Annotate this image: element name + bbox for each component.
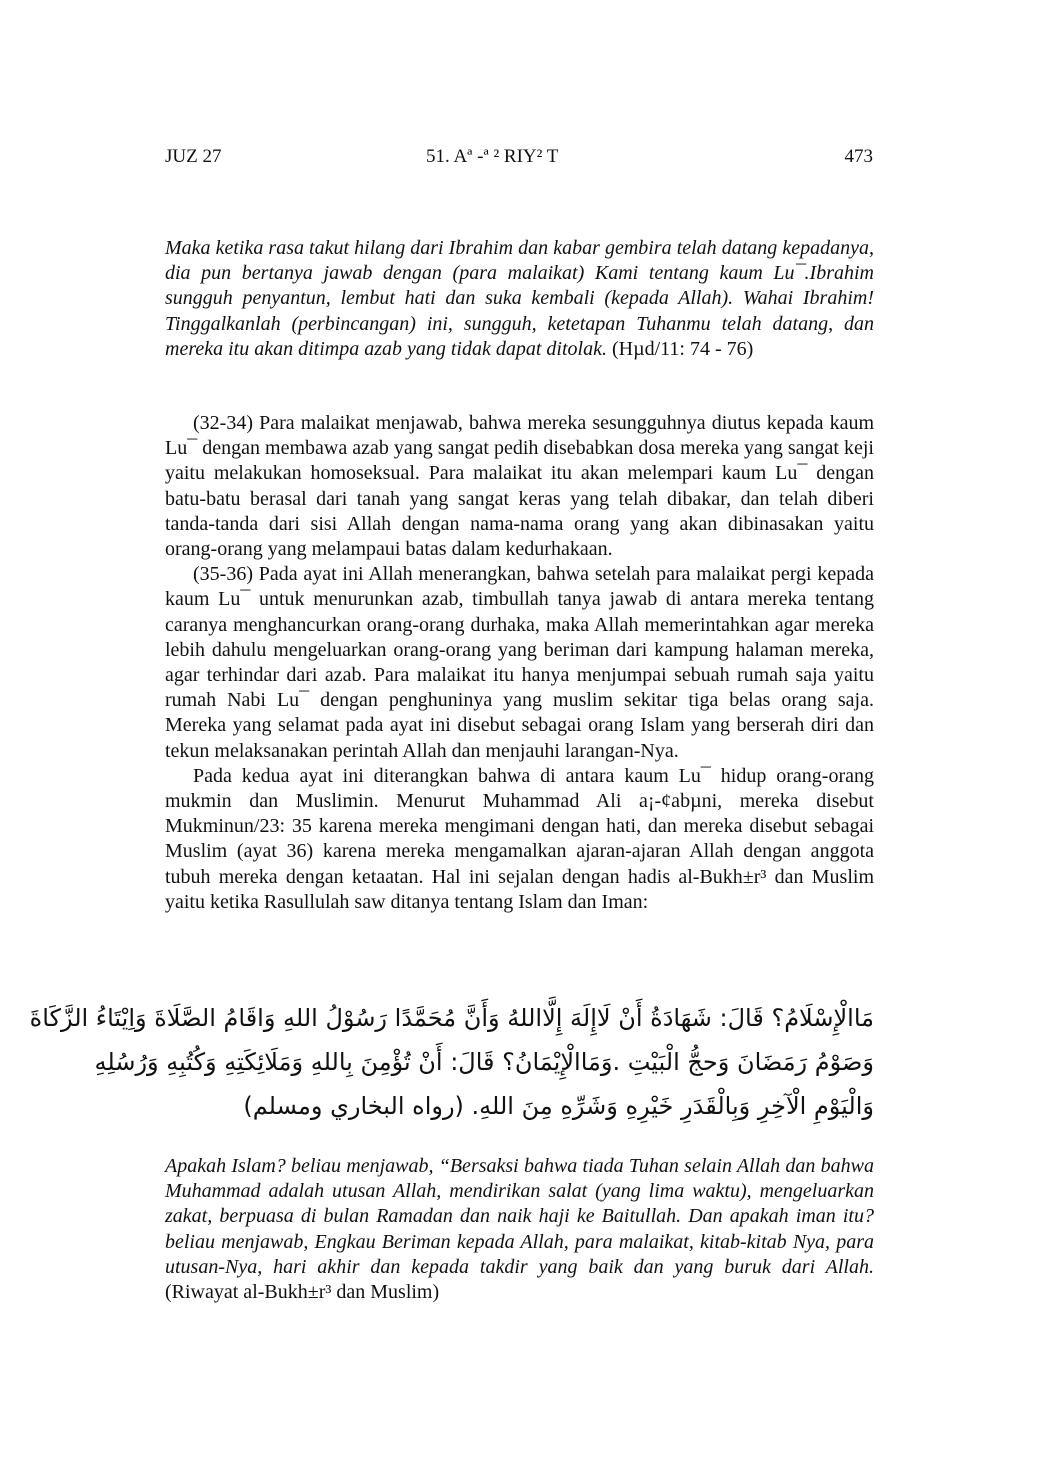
page-number: 473 (844, 146, 873, 167)
hadith-translation-text: Apakah Islam? beliau menjawab, “Bersaksi bahwa tiada Tuhan selain Allah dan bahwa Muhammad adalah utusan Allah, mendirikan salat (yang lima waktu), mengeluarkan zakat, berpuasa di bulan Ramadan dan naik haji ke Baitullah. Dan apakah iman itu? beliau menjawab, Engkau Beriman kepada Allah, para malaikat, kitab-kitab Nya, para utusan-Nya, hari akhir dan kepada takdir yang baik dan yang buruk dari Allah. (165, 1155, 874, 1278)
translation-text: Maka ketika rasa takut hilang dari Ibrahim dan kabar gembira telah datang kepadanya, dia pun bertanya jawab dengan (para malaikat) Kami tentang kaum Lu¯.Ibrahim sungguh penyantun, lembut hati dan suka kembali (kepada Allah). Wahai Ibrahim! Tinggalkanlah (perbincangan) ini, sungguh, ketetapan Tuhanmu telah datang, dan mereka itu akan ditimpa azab yang tidak dapat ditolak. (165, 237, 874, 360)
arabic-line: وَصَوْمُ رَمَضَانَ وَحجُّ الْبَيْتِ .وَمَاالْإِيْمَانُ؟ قَالَ: أَنْ تُؤْمِنَ بِاللهِ وَمَلَائِكَتِهِ وَكُتُبِهِ وَرُسُلِهِ (94, 1048, 874, 1076)
arabic-line: مَاالْإِسْلَامُ؟ قَالَ: شَهَادَةُ أَنْ لَاإِلَهَ إِلَّااللهُ وَأَنَّ مُحَمَّدًا رَسُوْلُ اللهِ وَاقَامُ الصَّلَاةَ وَاِيْتَاءُ الزَّكَاةَ (29, 1004, 874, 1032)
arabic-line: وَالْيَوْمِ الْآخِرِ وَبِالْقَدَرِ خَيْرِهِ وَشَرِّهِ مِنَ اللهِ. (رواه البخاري ومسلم) (243, 1092, 874, 1120)
commentary-paragraph: (32-34) Para malaikat menjawab, bahwa mereka sesungguhnya diutus kepada kaum Lu¯ dengan membawa azab yang sangat pedih disebabkan dosa mereka yang sangat keji yaitu melakukan homoseksual. Para malaikat itu akan melempari kaum Lu¯ dengan batu-batu berasal dari tanah yang sangat keras yang telah dibakar, dan telah diberi tanda-tanda dari sisi Allah dengan nama-nama orang yang akan dibinasakan yaitu orang-orang yang melampaui batas dalam kedurhakaan. (165, 412, 874, 561)
surah-title: 51. Aª -ª ² RIY² T (426, 146, 559, 167)
page-header (165, 146, 873, 176)
hadith-arabic (29, 996, 874, 1128)
commentary-body (165, 411, 874, 915)
translation-reference: (Hµd/11: 74 - 76) (611, 337, 754, 360)
hadith-translation (165, 1154, 874, 1305)
hadith-reference: (Riwayat al-Bukh±r³ dan Muslim) (165, 1281, 440, 1304)
quran-translation-1 (165, 236, 874, 362)
juz-label: JUZ 27 (165, 146, 222, 167)
commentary-paragraph: (35-36) Pada ayat ini Allah menerangkan, bahwa setelah para malaikat pergi kepada kaum Lu¯ untuk menurunkan azab, timbullah tanya jawab di antara mereka tentang caranya menghancurkan orang-orang durhaka, maka Allah memerintahkan agar mereka lebih dahulu mengeluarkan orang-orang yang beriman dari kampung halaman mereka, agar terhindar dari azab. Para malaikat itu hanya menjumpai sebuah rumah saja yaitu rumah Nabi Lu¯ dengan penghuninya yang muslim sekitar tiga belas orang saja. Mereka yang selamat pada ayat ini disebut sebagai orang Islam yang berserah diri dan tekun melaksanakan perintah Allah dan menjauhi larangan-Nya. (165, 563, 874, 762)
commentary-paragraph: Pada kedua ayat ini diterangkan bahwa di antara kaum Lu¯ hidup orang-orang mukmin dan Muslimin. Menurut Muhammad Ali a¡-¢abµni, mereka disebut Mukminun/23: 35 karena mereka mengimani dengan hati, dan mereka disebut sebagai Muslim (ayat 36) karena mereka mengamalkan ajaran-ajaran Allah dengan anggota tubuh mereka dengan ketaatan. Hal ini sejalan dengan hadis al-Bukh±r³ dan Muslim yaitu ketika Rasullulah saw ditanya tentang Islam dan Iman: (165, 764, 874, 913)
